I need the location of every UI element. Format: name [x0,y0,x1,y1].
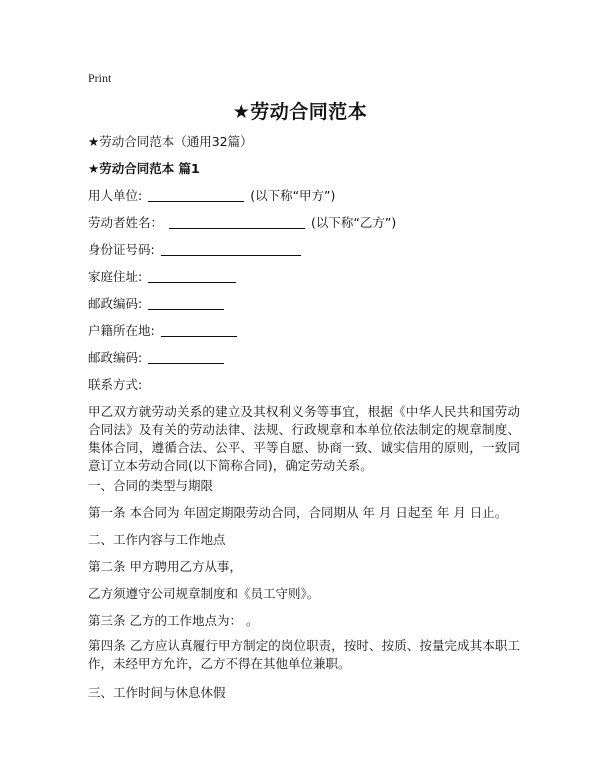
worker-row [88,216,396,230]
address-blank [148,270,236,283]
hukou-blank [161,324,237,337]
postcode-row-1 [88,297,226,311]
id-label: 身份证号码: [88,242,155,257]
id-row [88,243,303,257]
postcode-blank-2 [148,351,224,364]
contact-label: 联系方式: [88,377,143,392]
article-3: 第三条 乙方的工作地点为： 。 [88,613,259,628]
postcode-label-1: 邮政编码: [88,296,143,311]
section-3-heading: 三、工作时间与休息休假 [88,685,226,700]
address-label: 家庭住址: [88,269,143,284]
postcode-blank-1 [148,297,224,310]
employer-suffix: (以下称“甲方”) [250,188,336,203]
employer-row [88,189,335,203]
section-2-heading: 二、工作内容与工作地点 [88,532,226,547]
address-row [88,270,238,284]
article-4: 第四条 乙方应认真履行甲方制定的岗位职责，按时、按质、按量完成其本职工作，未经甲方允许，乙方不得在其他单位兼职。 [88,638,520,671]
postcode-label-2: 邮政编码: [88,350,143,365]
article-2b: 乙方须遵守公司规章制度和《员工守则》。 [88,586,320,601]
section-heading: ★劳动合同范本 篇1 [88,161,200,176]
hukou-label: 户籍所在地: [88,323,155,338]
worker-blank [169,216,305,229]
worker-label: 劳动者姓名： [88,215,164,230]
page-title: ★劳动合同范本 [232,101,368,123]
worker-suffix: (以下称“乙方”) [310,215,397,230]
article-2: 第二条 甲方聘用乙方从事， [88,559,242,574]
print-link[interactable]: Print [88,71,112,85]
doc-subtitle: ★劳动合同范本（通用32篇） [88,134,253,149]
section-1-heading: 一、合同的类型与期限 [88,478,214,493]
postcode-row-2 [88,351,226,365]
article-1: 第一条 本合同为 年固定期限劳动合同，合同期从 年 月 日起至 年 月 日止。 [88,505,508,520]
employer-blank [148,189,244,202]
hukou-row [88,324,239,338]
intro-paragraph: 甲乙双方就劳动关系的建立及其权利义务等事宜，根据《中华人民共和国劳动合同法》及有关的劳动法律、法规、行政规章和本单位依法制定的规章制度、集体合同，遵循合法、公平、平等自愿、协商一致、诚实信用的原则，一致同意订立本劳动合同(以下简称合同)，确定劳动关系。 [88,404,520,473]
employer-label: 用人单位: [88,188,143,203]
id-blank [161,243,301,256]
